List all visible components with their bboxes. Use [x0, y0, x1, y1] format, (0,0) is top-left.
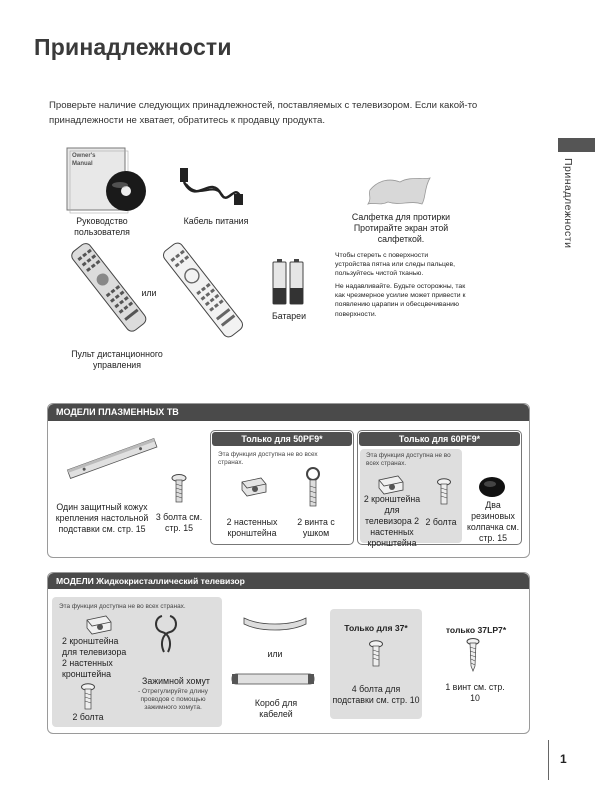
lcd-clamp-note: - Отрегулируйте длину проводов с помощью зажимного хомута. — [138, 688, 208, 711]
cable-box-icon — [228, 670, 318, 688]
lcd-bolts2-caption: 2 болта — [72, 712, 104, 722]
manual-caption: Руководство пользователя — [74, 216, 130, 237]
power-cable-icon — [176, 164, 246, 209]
only37-caption: 4 болта для подставки см. стр. 10 — [332, 684, 420, 705]
cloth-note-2: Не надавливайте. Будьте осторожны, так как чрезмерное усилие может привести к появлению царапин и обесцвечиванию поверхности. — [335, 283, 466, 318]
screw-icon — [466, 638, 480, 672]
bolts3-caption: 3 болта см. стр. 15 — [155, 512, 203, 533]
only50-brackets-caption: 2 настенных кронштейна — [226, 517, 278, 538]
lcd-header: МОДЕЛИ Жидкокристаллический телевизор — [48, 573, 529, 589]
rubber-cap-icon — [477, 475, 507, 499]
only60-header: Только для 60PF9* — [359, 432, 520, 446]
page-title: Принадлежности — [34, 34, 232, 60]
only50-header: Только для 50PF9* — [212, 432, 352, 446]
bolt-icon — [80, 683, 96, 711]
cable-caption: Кабель питания — [183, 216, 249, 226]
wall-bracket-icon — [84, 612, 114, 636]
remote-or-label: или — [141, 288, 157, 298]
cloth-note-1: Чтобы стереть с поверхности устройства пятна или следы пальцев, пользуйтесь чистой тканью. — [335, 252, 456, 278]
cable-clamp-icon — [148, 612, 184, 654]
lcd-or-label: или — [267, 649, 283, 659]
remote-caption: Пульт дистанционного управления — [71, 349, 163, 370]
lcd-note: Эта функция доступна не во всех странах. — [59, 603, 186, 610]
wall-bracket-icon — [376, 472, 406, 496]
page-number: 1 — [560, 752, 567, 766]
only60-caps-caption: Два резиновых колпачка см. стр. 15 — [466, 500, 520, 543]
stand-cover-icon — [62, 432, 162, 484]
cleaning-cloth-icon — [364, 172, 436, 210]
lcd-clamp-caption: Зажимной хомут — [142, 676, 210, 686]
only37-header: Только для 37* — [344, 623, 408, 633]
remote-control-icon — [148, 240, 258, 340]
cable-box-icon — [240, 612, 310, 632]
batteries-caption: Батареи — [272, 311, 306, 321]
only50-eyebolts-caption: 2 винта с ушком — [297, 517, 335, 538]
eye-bolt-icon — [302, 466, 324, 508]
battery-icon — [270, 258, 306, 306]
cloth-caption: Салфетка для протирки Протирайте экран этой салфеткой. — [351, 212, 451, 244]
side-tab-label: Принадлежности — [562, 158, 574, 249]
only60-note: Эта функция доступна не во всех странах. — [366, 452, 451, 467]
lcd-brackets-caption: 2 кронштейна для телевизора 2 настенных кронштейна — [62, 636, 127, 679]
bolt-icon — [368, 640, 384, 668]
side-tab-marker — [558, 138, 595, 152]
plasma-header: МОДЕЛИ ПЛАЗМЕННЫХ ТВ — [48, 404, 529, 421]
bolt-icon — [170, 474, 188, 504]
only50-note: Эта функция доступна не во всех странах. — [218, 451, 318, 466]
page-side-rule — [548, 740, 549, 780]
manual-cover-title: Owner's Manual — [72, 153, 96, 167]
stand-cover-caption: Один защитный кожух крепления настольной подставки см. стр. 15 — [55, 502, 149, 534]
intro-text: Проверьте наличие следующих принадлежностей, поставляемых с телевизором. Если какой-то принадлежности не хватает, обратитесь к продавцу продукта. — [49, 100, 478, 126]
wall-bracket-icon — [239, 474, 269, 498]
bolt-icon — [436, 478, 452, 506]
only60-brackets-caption: 2 кронштейна для телевизора 2 настенных кронштейна — [363, 494, 421, 548]
cable-box-caption: Короб для кабелей — [254, 698, 298, 719]
only37lp-caption: 1 винт см. стр. 10 — [445, 682, 505, 703]
only37lp-header: только 37LP7* — [445, 625, 507, 635]
only60-bolts-caption: 2 болта — [425, 517, 457, 527]
